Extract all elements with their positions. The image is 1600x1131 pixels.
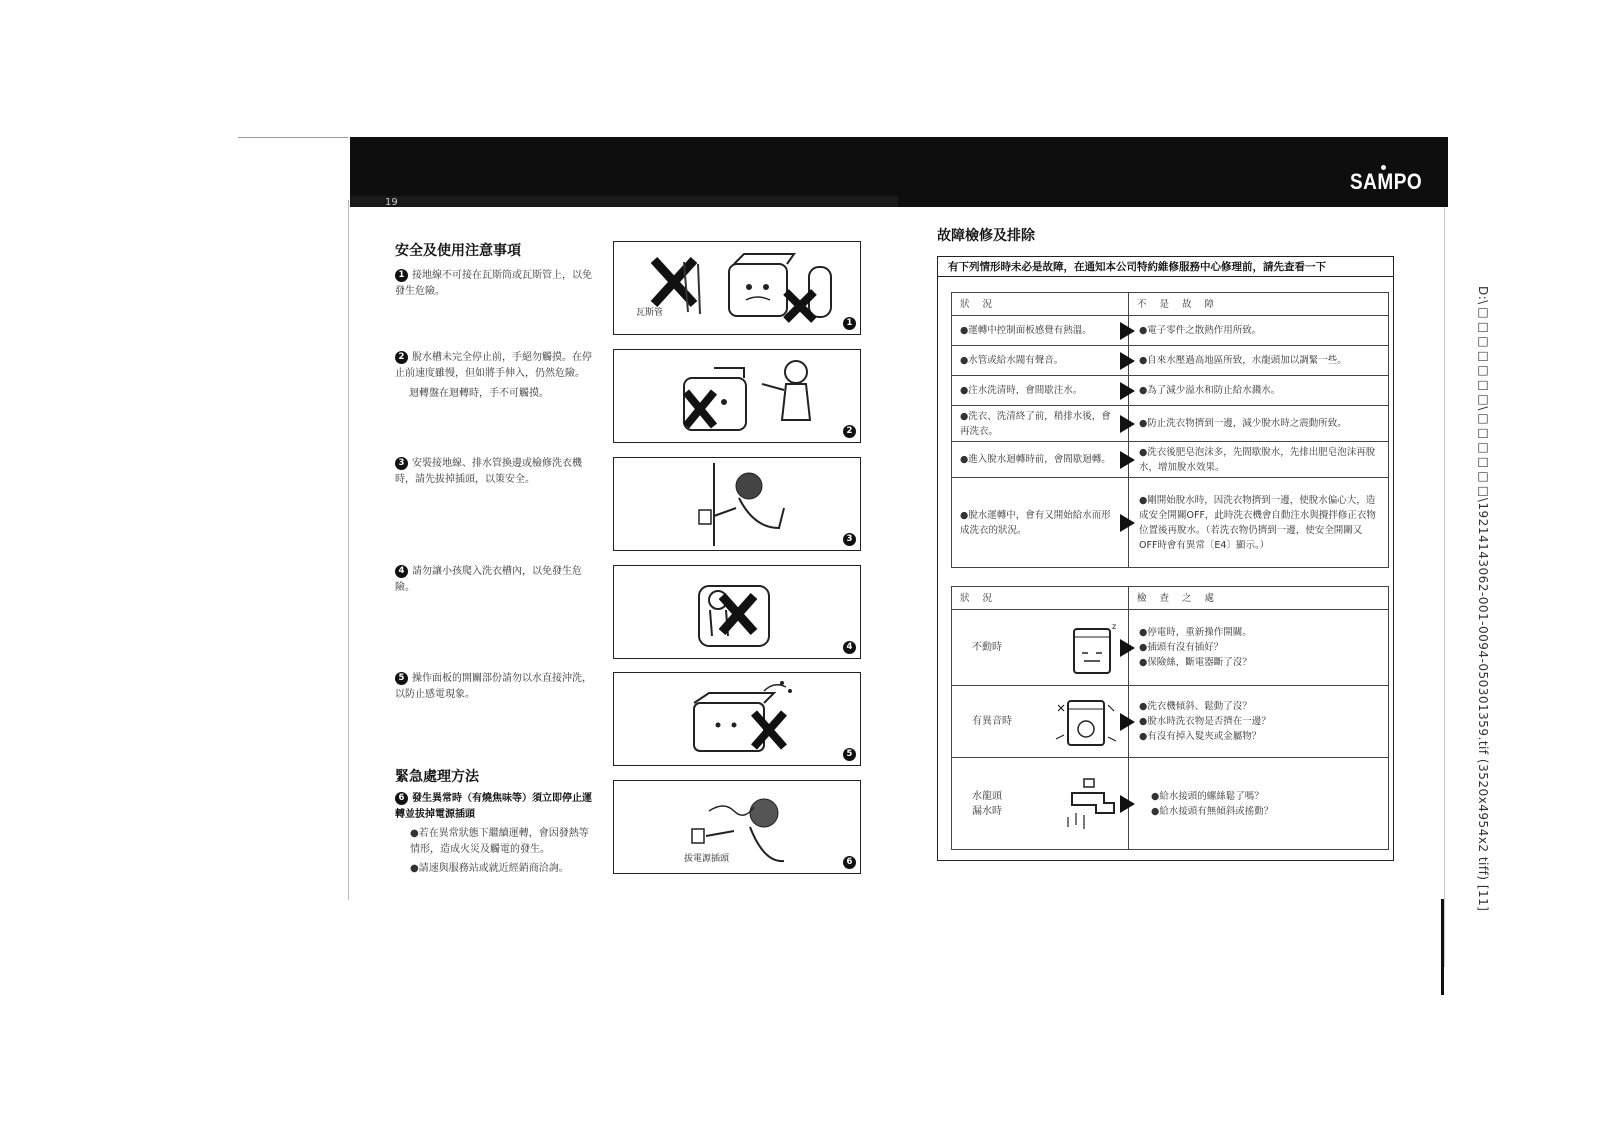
reason-text: ●剛開始脫水時，因洗衣物擠到一邊，使脫水偏心大，造成安全開關OFF，此時洗衣機會自動注水與攪拌修正衣物位置後再脫水。（若洗衣物仍擠到一邊，使安全開關又OFF時會有異常〔E4〕顯示。） (1139, 494, 1376, 551)
header-status: 狀 況 (952, 587, 1129, 610)
emergency-bullet-2: ●請速與服務站或就近經銷商洽詢。 (410, 863, 569, 874)
arrow-icon (1120, 352, 1135, 370)
safety-item-5 (395, 671, 595, 703)
illustration-burning-smell (614, 781, 860, 873)
status-label: 不動時 (972, 642, 1002, 653)
check-item: ●保險絲，斷電器斷了沒？ (1139, 657, 1252, 668)
edge-bar (1441, 899, 1444, 995)
reason-text: ●電子零件之散熱作用所致。 (1139, 325, 1262, 336)
notice-text: 有下列情形時未必是故障，在通知本公司特約維修服務中心修理前，請先查看一下 (948, 261, 1326, 273)
safety-title: 安全及使用注意事項 (395, 243, 521, 259)
reason-text: ●防止洗衣物擠到一邊，減少脫水時之震動所致。 (1139, 418, 1347, 429)
check-cell (1129, 758, 1389, 850)
arrow-icon (1120, 514, 1135, 532)
safety-item-4 (395, 564, 595, 596)
figure-6 (613, 780, 861, 874)
item-number: 5 (395, 672, 408, 685)
item-text: 發生異常時（有燒焦味等）須立即停止運轉並拔掉電源插頭 (395, 793, 592, 820)
figure-number: 5 (843, 748, 856, 761)
reason-cell (1129, 478, 1389, 568)
check-cell (1129, 686, 1389, 758)
emergency-title: 緊急處理方法 (395, 769, 479, 785)
status-cell: ●洗衣、洗清終了前，稍排水後，會再洗衣。 (952, 406, 1129, 442)
reason-cell (1129, 346, 1389, 376)
noisy-washer-icon (1054, 693, 1120, 751)
svg-text:z: z (1112, 621, 1117, 631)
arrow-icon (1120, 382, 1135, 400)
reason-text: ●為了減少溢水和防止給水濺水。 (1139, 385, 1281, 396)
binding-rule (348, 200, 349, 900)
item-text: 脫水槽未完全停止前，手絕勿觸摸。在停止前速度雖慢，但如將手伸入，仍然危險。 (395, 352, 592, 379)
status-cell: ●水管或給水閥有聲音。 (952, 346, 1129, 376)
check-table (951, 586, 1389, 850)
figure-number: 4 (843, 641, 856, 654)
status-cell: ●進入脫水迴轉時前，會間歇迴轉。 (952, 442, 1129, 478)
figure-4 (613, 565, 861, 659)
item-text: 安裝接地線、排水管換邊或檢修洗衣機時，請先拔掉插頭，以策安全。 (395, 458, 582, 485)
figure-caption: 瓦斯管 (636, 308, 664, 318)
reason-text: ●洗衣後肥皂泡沫多，先間歇脫水，先排出肥皂泡沫再脫水，增加脫水效果。 (1139, 446, 1376, 473)
figure-1 (613, 241, 861, 335)
arrow-icon (1120, 795, 1135, 813)
table-row (952, 376, 1389, 406)
header-band-strip (350, 196, 898, 207)
reason-cell (1129, 442, 1389, 478)
arrow-icon (1120, 451, 1135, 469)
illustration-child-in-tub (614, 566, 860, 658)
check-cell (1129, 610, 1389, 686)
figure-2 (613, 349, 861, 443)
illustration-unplug (614, 458, 860, 550)
item-number: 4 (395, 565, 408, 578)
arrow-icon (1120, 713, 1135, 731)
reason-cell (1129, 316, 1389, 346)
item-text: 接地線不可接在瓦斯筒或瓦斯管上，以免發生危險。 (395, 270, 592, 297)
edge-rule (1444, 207, 1445, 967)
scan-file-path: D:\□□□□□□□\□□□□□□\19214143062-001-0094-050301359.tif (3520x4954x2 tiff) [11] (1476, 286, 1490, 912)
figure-number: 2 (843, 425, 856, 438)
status-label: 有異音時 (972, 716, 1012, 727)
table-row (952, 610, 1389, 686)
status-cell (952, 610, 1129, 686)
status-cell (952, 686, 1129, 758)
emergency-bullet-1: ●若在異常狀態下繼續運轉，會因發熱等情形，造成火災及觸電的發生。 (410, 828, 589, 855)
table-row (952, 316, 1389, 346)
figure-number: 6 (843, 856, 856, 869)
safety-item-2 (395, 350, 595, 402)
not-fault-table (951, 292, 1389, 568)
item-number: 1 (395, 269, 408, 282)
arrow-icon (1120, 639, 1135, 657)
check-item: ●有沒有掉入髮夾或金屬物？ (1139, 731, 1262, 742)
table-header (952, 587, 1389, 610)
table-row (952, 442, 1389, 478)
table-row (952, 346, 1389, 376)
status-cell: ●運轉中控制面板感覺有熱溫。 (952, 316, 1129, 346)
table-row (952, 406, 1389, 442)
table-row (952, 686, 1389, 758)
notice-divider (937, 276, 1393, 277)
header-status: 狀 況 (952, 293, 1129, 316)
item-number: 6 (395, 792, 408, 805)
status-cell: ●脫水運轉中，會有又開始給水而形成洗衣的狀況。 (952, 478, 1129, 568)
table-header (952, 293, 1389, 316)
illustration-spin-tub (614, 350, 860, 442)
status-cell: ●注水洗清時，會間歇注水。 (952, 376, 1129, 406)
reason-text: ●自來水壓過高地區所致，水龍頭加以調緊一些。 (1139, 355, 1347, 366)
header-check: 檢 查 之 處 (1129, 587, 1389, 610)
troubleshooting-title: 故障檢修及排除 (937, 228, 1035, 244)
item-number: 3 (395, 457, 408, 470)
header-not-fault: 不 是 故 障 (1129, 293, 1389, 316)
reason-cell (1129, 406, 1389, 442)
check-item: ●停電時，重新操作開關。 (1139, 627, 1252, 638)
item-subtext: 迴轉盤在迴轉時，手不可觸摸。 (409, 388, 549, 399)
figure-number: 3 (843, 533, 856, 546)
illustration-gas-pipe (614, 242, 860, 334)
check-item: ●插頭有沒有插好？ (1139, 642, 1224, 653)
status-cell (952, 758, 1129, 850)
table-row (952, 758, 1389, 850)
top-rule (238, 137, 348, 138)
check-item: ●給水接頭的螺絲鬆了嗎？ (1151, 790, 1264, 802)
brand-logo: SAMPO (1350, 170, 1423, 195)
item-number: 2 (395, 351, 408, 364)
reason-cell (1129, 376, 1389, 406)
figure-number: 1 (843, 317, 856, 330)
safety-item-3 (395, 456, 595, 488)
table-row (952, 478, 1389, 568)
arrow-icon (1120, 322, 1135, 340)
emergency-item (395, 791, 595, 823)
figure-5 (613, 672, 861, 766)
check-item: ●給水接頭有無傾斜或搖動？ (1151, 805, 1274, 817)
item-text: 請勿讓小孩爬入洗衣槽內，以免發生危險。 (395, 566, 582, 593)
brand-dot (1381, 165, 1386, 170)
idle-washer-icon (1068, 619, 1120, 677)
arrow-icon (1120, 415, 1135, 433)
safety-item-1 (395, 268, 595, 300)
figure-3 (613, 457, 861, 551)
figure-caption: 拔電源插頭 (684, 854, 730, 864)
item-text: 操作面板的開關部份請勿以水直接沖洗，以防止感電現象。 (395, 673, 592, 700)
page-number: 19 (385, 197, 398, 208)
leaking-faucet-icon (1054, 773, 1120, 835)
status-label: 水龍頭漏水時 (972, 790, 1002, 817)
illustration-water-on-panel (614, 673, 860, 765)
check-item: ●脫水時洗衣物是否擠在一邊？ (1139, 716, 1271, 727)
check-item: ●洗衣機傾斜、鬆動了沒？ (1139, 701, 1252, 712)
